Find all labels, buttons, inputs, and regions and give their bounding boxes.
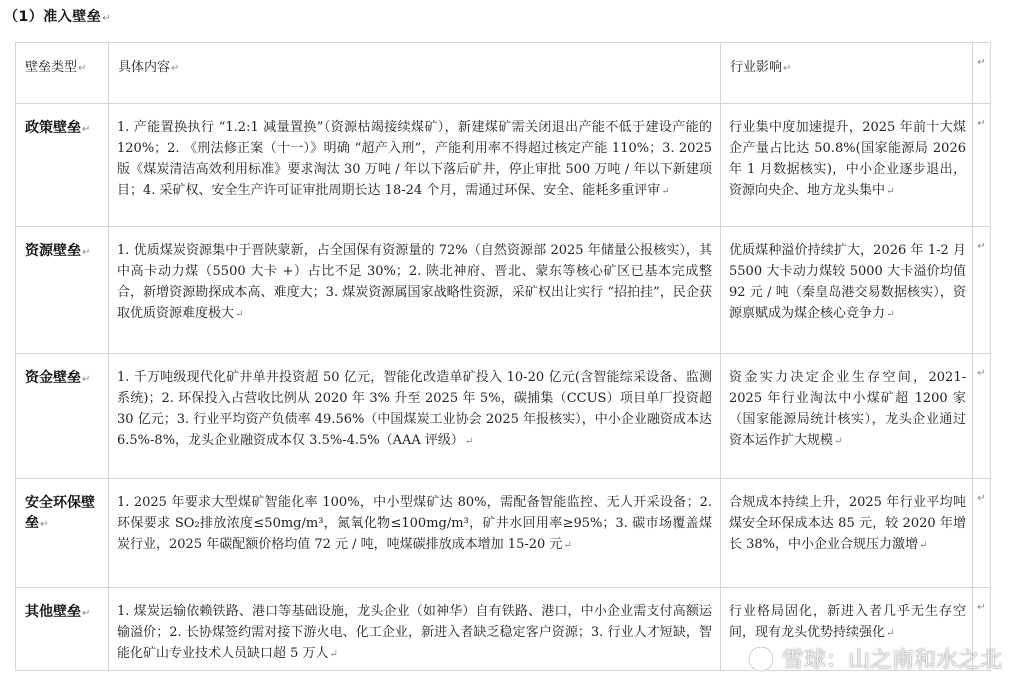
- paragraph-mark: ↵: [171, 63, 180, 74]
- header-impact-label: 行业影响: [730, 60, 783, 75]
- barrier-content-text: 1. 优质煤炭资源集中于晋陕蒙新，占全国保有资源量的 72%（自然资源部 2025 年储量公报核实），其中高卡动力煤（5500 大卡 +）占比不足 30%；2. 陕北神府、晋北、蒙东等核心矿区已基本完成整合，新增资源勘探成本高、难度大；3. 煤炭资源属国家战略性资源，采矿权出让实行 “招拍挂”，民企获取优质资源难度极大: [117, 243, 712, 321]
- barrier-type-label: 安全环保壁垒: [25, 495, 95, 531]
- paragraph-mark: ↵: [661, 186, 670, 197]
- barrier-type-label: 资金壁垒: [25, 370, 81, 386]
- row-end-mark: ↵: [977, 241, 986, 252]
- industry-impact-text: 优质煤种溢价持续扩大，2026 年 1-2 月 5500 大卡动力煤较 5000 大卡溢价均值 92 元 / 吨（秦皇岛港交易数据核实），资源禀赋成为煤企核心竞争力: [729, 243, 966, 321]
- header-content-label: 具体内容: [118, 60, 171, 75]
- watermark-text: 雪球：山之南和水之北: [781, 648, 1002, 673]
- paragraph-mark: ↵: [82, 608, 91, 619]
- row-end-cell: [973, 588, 991, 671]
- industry-impact-text: 合规成本持续上升，2025 年行业平均吨煤安全环保成本达 85 元，较 2020 年增长 38%，中小企业合规压力激增: [729, 495, 966, 552]
- row-end-cell: [973, 354, 991, 479]
- type-cell: [16, 104, 109, 227]
- type-cell: [16, 227, 109, 354]
- paragraph-mark: ↵: [834, 436, 843, 447]
- row-end-cell: [973, 479, 991, 588]
- impact-cell: [721, 588, 973, 671]
- table-row: [16, 104, 991, 227]
- header-type-label: 壁垒类型: [25, 60, 78, 75]
- content-cell: [109, 479, 721, 588]
- paragraph-mark: ↵: [329, 649, 338, 660]
- barrier-table: [15, 42, 991, 671]
- row-end-cell: [973, 227, 991, 354]
- paragraph-mark: ↵: [563, 540, 572, 551]
- impact-cell: [721, 354, 973, 479]
- paragraph-mark: ↵: [886, 309, 895, 320]
- paragraph-mark: ↵: [78, 63, 87, 74]
- paragraph-mark: ↵: [82, 124, 91, 135]
- row-end-cell: [973, 104, 991, 227]
- content-cell: [109, 588, 721, 671]
- barrier-content-text: 1. 千万吨级现代化矿井单井投资超 50 亿元，智能化改造单矿投入 10-20 亿元(含智能综采设备、监测系统)；2. 环保投入占营收比例从 2020 年 3% 升至 2025 年 5%，碳捕集（CCUS）项目单厂投资超 30 亿元；3. 行业平均资产负债率 49.56%（中国煤炭工业协会 2025 年报核实），中小企业融资成本达 6.5%-8%，龙头企业融资成本仅 3.5%-4.5%（AAA 评级）: [117, 370, 712, 448]
- barrier-content-text: 1. 煤炭运输依赖铁路、港口等基础设施，龙头企业（如神华）自有铁路、港口，中小企业需支付高额运输溢价；2. 长协煤签约需对接下游火电、化工企业，新进入者缺乏稳定客户资源；3. 行业人才短缺，智能化矿山专业技术人员缺口超 5 万人: [117, 604, 712, 661]
- content-cell: [109, 227, 721, 354]
- row-end-cell: [973, 43, 991, 104]
- industry-impact-text: 行业格局固化，新进入者几乎无生存空间，现有龙头优势持续强化: [729, 604, 966, 640]
- impact-cell: [721, 479, 973, 588]
- type-cell: [16, 479, 109, 588]
- row-end-mark: ↵: [977, 368, 986, 379]
- header-cell-type: [16, 43, 109, 104]
- barrier-type-label: 其他壁垒: [25, 604, 81, 620]
- paragraph-mark: ↵: [783, 63, 792, 74]
- table-row: [16, 354, 991, 479]
- paragraph-mark: ↵: [919, 540, 928, 551]
- section-title-text: （1）准入壁垒: [4, 9, 102, 25]
- header-cell-content: [109, 43, 721, 104]
- table-row: [16, 479, 991, 588]
- paragraph-mark: ↵: [82, 374, 91, 385]
- row-end-mark: ↵: [977, 57, 986, 68]
- paragraph-mark: ↵: [886, 628, 895, 639]
- content-cell: [109, 104, 721, 227]
- table-header-row: [16, 43, 991, 104]
- paragraph-mark: ↵: [82, 247, 91, 258]
- paragraph-mark: ↵: [886, 186, 895, 197]
- barrier-content-text: 1. 产能置换执行 “1.2:1 减量置换”（资源枯竭接续煤矿），新建煤矿需关闭退出产能不低于建设产能的 120%；2. 《刑法修正案（十一）》明确 “超产入刑”，产能利用率不得超过核定产能 110%；3. 2025 版《煤炭清洁高效利用标准》要求淘汰 30 万吨 / 年以下落后矿井，停止审批 500 万吨 / 年以下新建项目；4. 采矿权、安全生产许可证审批周期长达 18-24 个月，需通过环保、安全、能耗多重评审: [117, 120, 712, 198]
- paragraph-mark: ↵: [235, 309, 244, 320]
- impact-cell: [721, 104, 973, 227]
- type-cell: [16, 588, 109, 671]
- type-cell: [16, 354, 109, 479]
- barrier-type-label: 资源壁垒: [25, 243, 81, 259]
- paragraph-mark: ↵: [464, 436, 474, 447]
- row-end-mark: ↵: [977, 602, 986, 613]
- row-end-mark: ↵: [977, 118, 986, 129]
- table-row: [16, 227, 991, 354]
- barrier-content-text: 1. 2025 年要求大型煤矿智能化率 100%，中小型煤矿达 80%，需配备智能监控、无人开采设备；2. 环保要求 SO₂排放浓度≤50mg/m³，氮氧化物≤100mg/m³，矿井水回用率≥95%；3. 碳市场覆盖煤炭行业，2025 年碳配额价格均值 72 元 / 吨，吨煤碳排放成本增加 15-20 元: [117, 495, 712, 552]
- row-end-mark: ↵: [977, 493, 986, 504]
- paragraph-mark: ↵: [102, 13, 112, 24]
- barrier-type-label: 政策壁垒: [25, 120, 81, 136]
- paragraph-mark: ↵: [40, 519, 49, 530]
- section-title: [4, 6, 111, 26]
- impact-cell: [721, 227, 973, 354]
- industry-impact-text: 资金实力决定企业生存空间，2021-2025 年行业淘汰中小煤矿超 1200 家（国家能源局统计核实），龙头企业通过资本运作扩大规模: [729, 370, 966, 448]
- table-row: [16, 588, 991, 671]
- content-cell: [109, 354, 721, 479]
- header-cell-impact: [721, 43, 973, 104]
- industry-impact-text: 行业集中度加速提升，2025 年前十大煤企产量占比达 50.8%(国家能源局 2026 年 1 月数据核实)，中小企业逐步退出，资源向央企、地方龙头集中: [729, 120, 966, 198]
